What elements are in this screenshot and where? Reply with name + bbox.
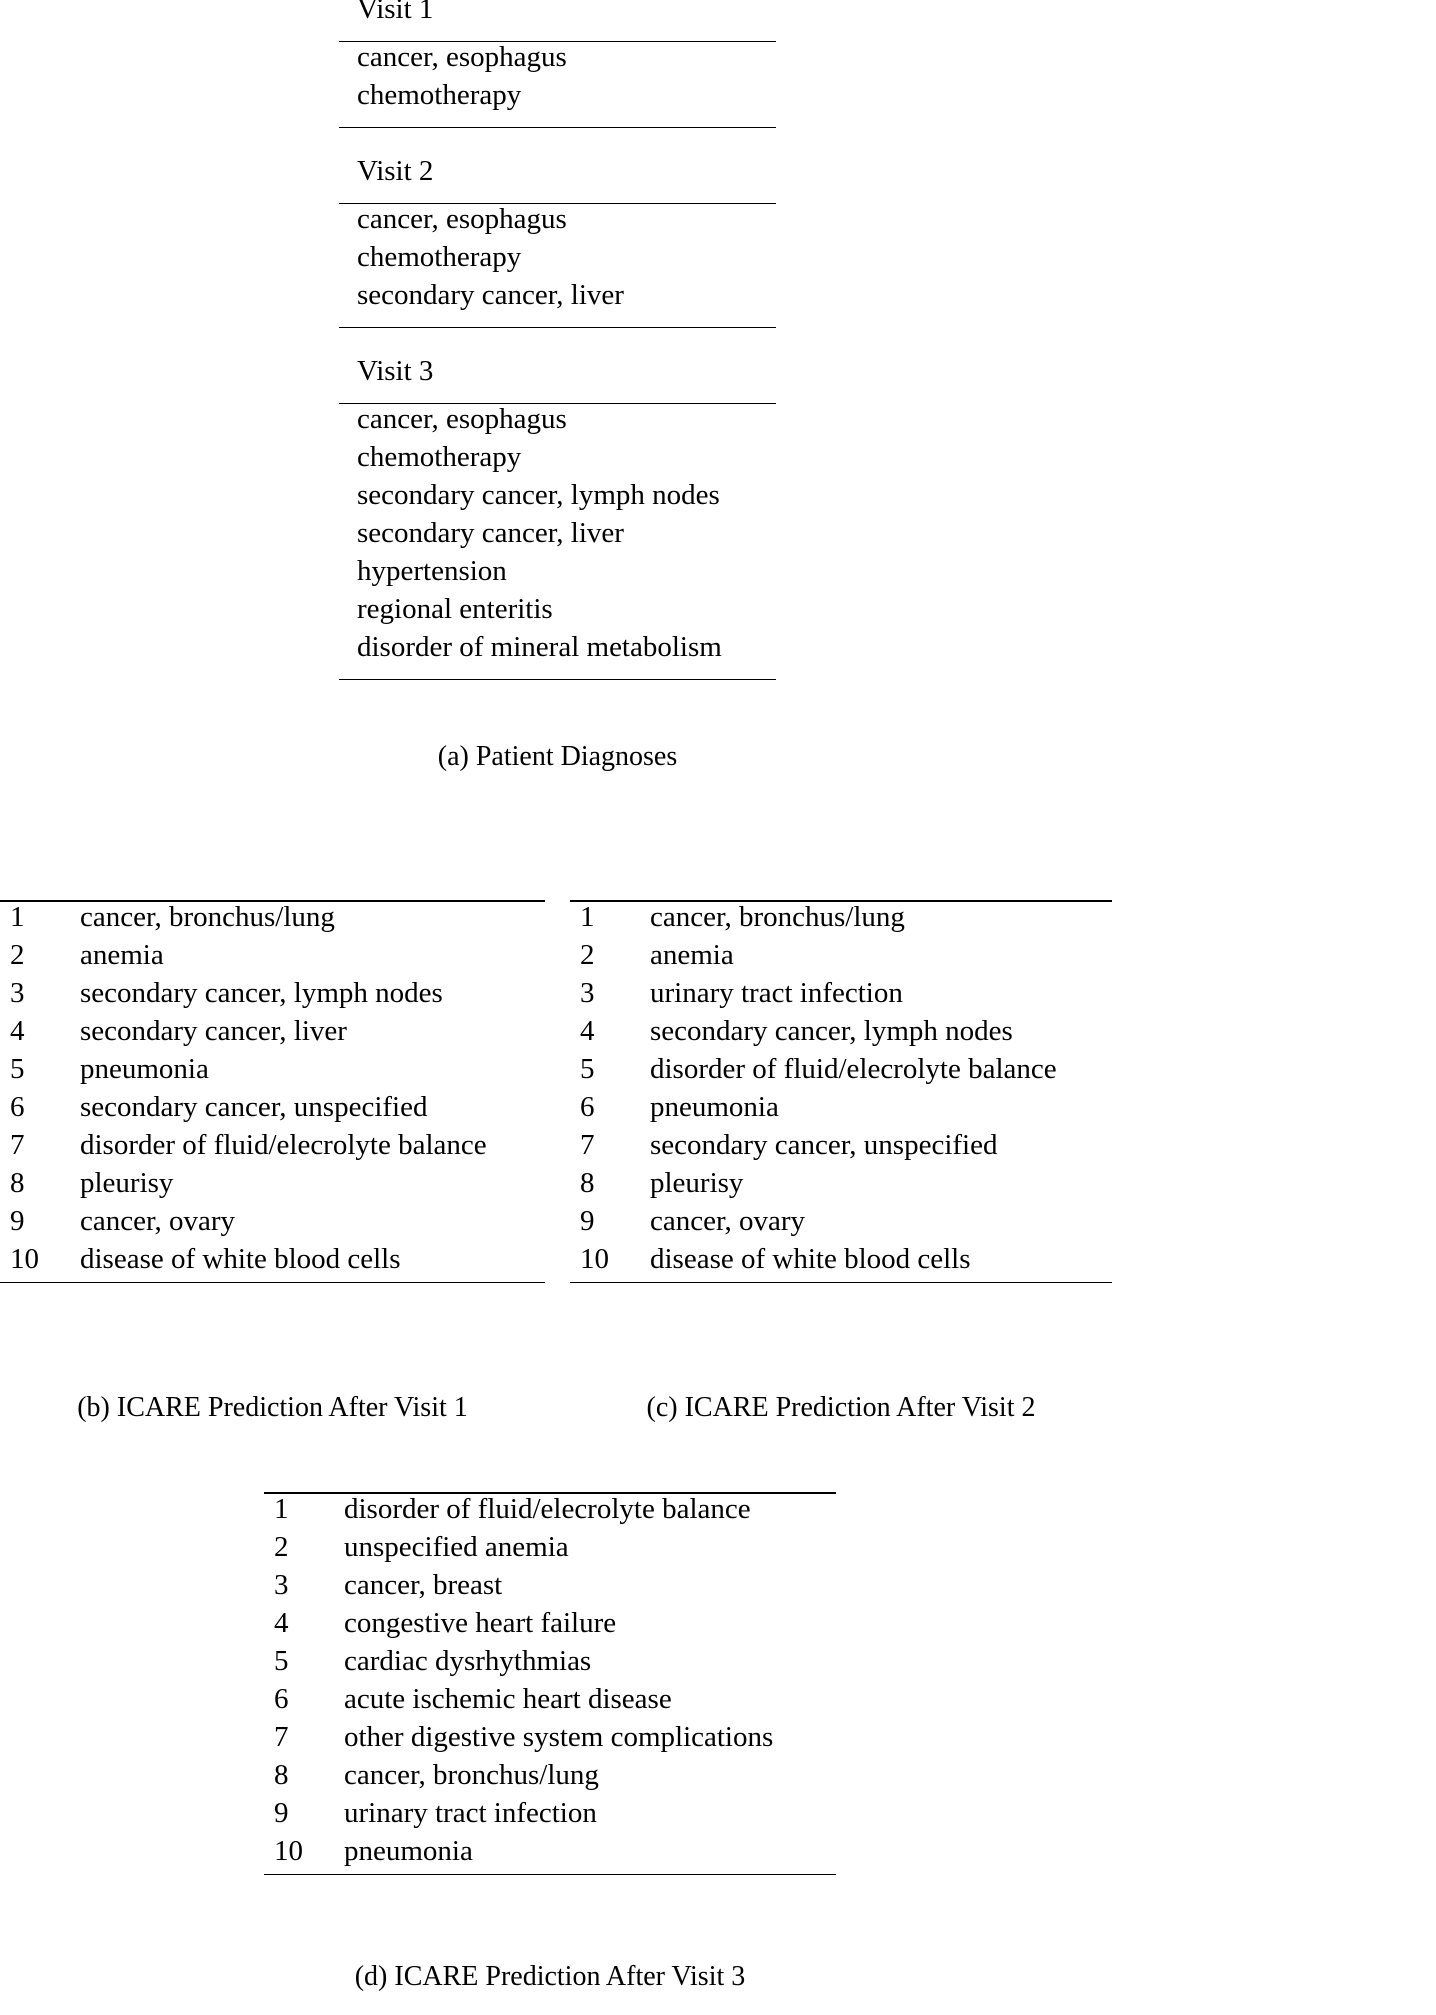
label-cell: urinary tract infection [650,977,903,1009]
table-row [570,1130,1112,1168]
table-row [570,978,1112,1016]
visit-2-diagnosis-row [339,280,776,318]
visit-2-diagnosis-row [339,242,776,280]
label-cell: unspecified anemia [344,1531,569,1563]
table-row [0,1016,545,1054]
rank-cell: 1 [274,1493,289,1525]
visit-3-title: Visit 3 [357,355,434,387]
label-cell: congestive heart failure [344,1607,617,1639]
table-row [0,1206,545,1244]
label-cell: cancer, ovary [650,1205,806,1237]
visit-3-diagnosis-row [339,404,776,443]
rank-cell: 2 [274,1531,289,1563]
rank-cell: 9 [10,1205,25,1237]
visit-2-diagnosis-0: cancer, esophagus [357,203,567,235]
visit-3-diagnosis-6: disorder of mineral metabolism [357,631,722,663]
rank-cell: 7 [274,1721,289,1753]
table-row [0,940,545,978]
label-cell: pneumonia [344,1835,473,1867]
visit-3-bottom-rule [339,670,776,680]
visit-3-diagnosis-2: secondary cancer, lymph nodes [357,479,720,511]
label-cell: cancer, bronchus/lung [344,1759,599,1791]
table-row [264,1646,836,1684]
table-row [570,1054,1112,1092]
table-row [264,1760,836,1798]
label-cell: pneumonia [80,1053,209,1085]
visit-1-bottom-rule [339,118,776,128]
visit-3-diagnosis-row [339,556,776,594]
visit-2-diagnosis-row [339,204,776,243]
rank-cell: 6 [580,1091,595,1123]
rank-cell: 2 [10,939,25,971]
table-row [264,1532,836,1570]
rank-cell: 1 [580,901,595,933]
visit-1-spacer [339,128,776,157]
rank-cell: 6 [10,1091,25,1123]
panel-a-body [339,0,776,680]
table-row [570,1016,1112,1054]
table-row [264,1570,836,1608]
table-row [0,1092,545,1130]
label-cell: urinary tract infection [344,1797,597,1829]
visit-3-diagnosis-3: secondary cancer, liver [357,517,624,549]
rank-cell: 9 [580,1205,595,1237]
rank-cell: 5 [274,1645,289,1677]
icare-prediction-visit2-table [570,900,1112,1283]
table-row [264,1608,836,1646]
table-row [570,1244,1112,1282]
table-row [0,1130,545,1168]
rank-cell: 4 [274,1607,289,1639]
table-row [0,1054,545,1092]
table-row [264,1684,836,1722]
visit-2-title: Visit 2 [357,155,434,187]
panel-c-body [570,900,1112,1283]
label-cell: disorder of fluid/elecrolyte balance [80,1129,487,1161]
label-cell: secondary cancer, unspecified [80,1091,428,1123]
rank-cell: 7 [10,1129,25,1161]
visit-1-title: Visit 1 [357,0,434,25]
visit-1-diagnosis-row [339,42,776,81]
label-cell: pleurisy [80,1167,174,1199]
visit-1-diagnosis-0: cancer, esophagus [357,41,567,73]
visit-3-diagnosis-row [339,480,776,518]
table-row [264,1722,836,1760]
visit-3-title-row [339,356,776,394]
label-cell: disorder of fluid/elecrolyte balance [344,1493,751,1525]
visit-2-diagnosis-2: secondary cancer, liver [357,279,624,311]
visit-2-spacer [339,328,776,357]
label-cell: secondary cancer, lymph nodes [650,1015,1013,1047]
label-cell: secondary cancer, unspecified [650,1129,998,1161]
panel-d-body [264,1492,836,1875]
rank-cell: 10 [274,1835,303,1867]
icare-prediction-visit3-table [264,1492,836,1875]
panel-b-caption: (b) ICARE Prediction After Visit 1 [77,1392,468,1423]
rank-cell: 1 [10,901,25,933]
icare-prediction-visit1-table [0,900,545,1283]
label-cell: pleurisy [650,1167,744,1199]
label-cell: secondary cancer, liver [80,1015,347,1047]
label-cell: cancer, ovary [80,1205,236,1237]
rank-cell: 7 [580,1129,595,1161]
visit-3-diagnosis-row [339,518,776,556]
panel-d-bottom-rule [264,1874,836,1875]
rank-cell: 2 [580,939,595,971]
visit-3-diagnosis-0: cancer, esophagus [357,403,567,435]
rank-cell: 5 [10,1053,25,1085]
label-cell: anemia [650,939,734,971]
label-cell: anemia [80,939,164,971]
visit-2-title-row [339,156,776,194]
panel-c-bottom-rule [570,1282,1112,1283]
table-row [0,901,545,940]
rank-cell: 8 [274,1759,289,1791]
visit-3-diagnosis-row [339,442,776,480]
table-row [0,1168,545,1206]
label-cell: cardiac dysrhythmias [344,1645,592,1677]
visit-1-title-row [339,0,776,32]
label-cell: disorder of fluid/elecrolyte balance [650,1053,1057,1085]
rank-cell: 3 [580,977,595,1009]
label-cell: acute ischemic heart disease [344,1683,672,1715]
visit-1-diagnosis-1: chemotherapy [357,79,522,111]
patient-diagnoses-table [339,0,776,680]
table-row [570,1206,1112,1244]
panel-d-caption: (d) ICARE Prediction After Visit 3 [354,1961,746,1992]
label-cell: cancer, breast [344,1569,503,1601]
rank-cell: 5 [580,1053,595,1085]
label-cell: cancer, bronchus/lung [650,901,905,933]
visit-3-diagnosis-row [339,632,776,670]
table-row [570,1092,1112,1130]
table-row [570,901,1112,940]
table-row [570,940,1112,978]
panel-a-caption: (a) Patient Diagnoses [437,741,678,772]
visit-2-diagnosis-1: chemotherapy [357,241,522,273]
rank-cell: 8 [10,1167,25,1199]
rank-cell: 8 [580,1167,595,1199]
label-cell: disease of white blood cells [80,1243,401,1275]
visit-2-bottom-rule [339,318,776,328]
visit-3-diagnosis-4: hypertension [357,555,507,587]
visit-3-diagnosis-1: chemotherapy [357,441,522,473]
panel-b-bottom-rule [0,1282,545,1283]
label-cell: other digestive system complications [344,1721,774,1753]
label-cell: disease of white blood cells [650,1243,971,1275]
rank-cell: 4 [10,1015,25,1047]
panel-c-caption: (c) ICARE Prediction After Visit 2 [646,1392,1036,1423]
table-row [264,1493,836,1532]
label-cell: pneumonia [650,1091,779,1123]
rank-cell: 10 [580,1243,609,1275]
label-cell: cancer, bronchus/lung [80,901,335,933]
rank-cell: 6 [274,1683,289,1715]
table-row [264,1798,836,1836]
table-row [570,1168,1112,1206]
rank-cell: 3 [274,1569,289,1601]
rank-cell: 10 [10,1243,39,1275]
rank-cell: 9 [274,1797,289,1829]
table-row [0,1244,545,1282]
label-cell: secondary cancer, lymph nodes [80,977,443,1009]
table-row [0,978,545,1016]
visit-3-diagnosis-5: regional enteritis [357,593,553,625]
panel-b-body [0,900,545,1283]
visit-1-diagnosis-row [339,80,776,118]
visit-3-diagnosis-row [339,594,776,632]
rank-cell: 4 [580,1015,595,1047]
table-row [264,1836,836,1874]
rank-cell: 3 [10,977,25,1009]
